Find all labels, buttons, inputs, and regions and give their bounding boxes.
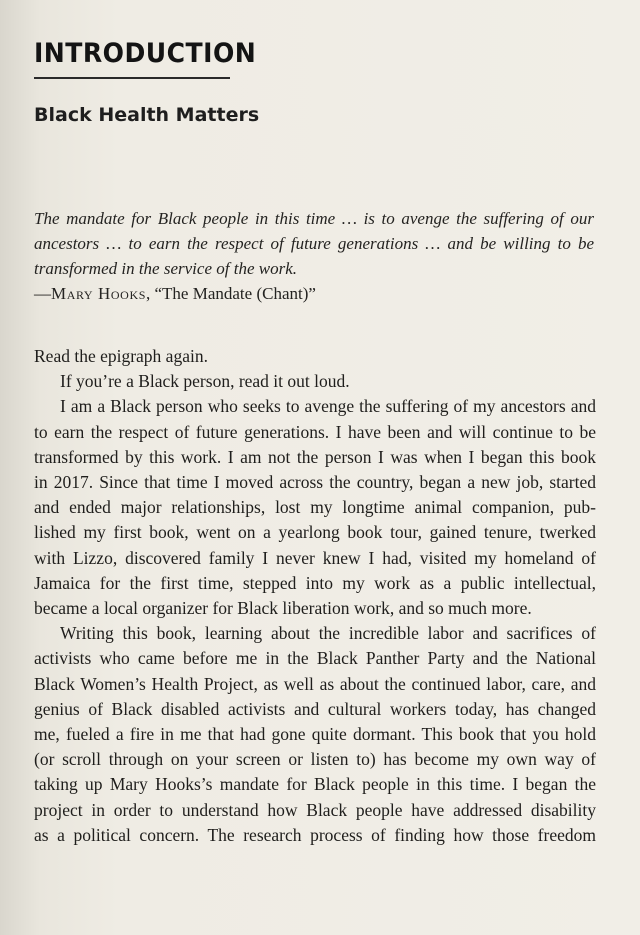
chapter-label: INTRODUCTION — [34, 38, 257, 69]
body-line: Read the epigraph again. — [34, 346, 208, 366]
body-line: Writing this book, learning about the incredible labor and sacrifices of — [60, 623, 596, 644]
body-line: Jamaica for the first time, stepped into my work as a public intellectual, — [34, 572, 596, 593]
body-line: project in order to understand how Black people have addressed disability — [34, 799, 596, 820]
body-line: transformed by this work. I am not the person I was when I began this book — [34, 446, 596, 467]
chapter-title: Black Health Matters — [34, 104, 260, 126]
epigraph-attribution — [34, 284, 316, 304]
body-line: genius of Black disabled activists and cultural workers today, has changed — [34, 698, 596, 719]
body-line: and ended major relationships, lost my longtime animal companion, pub- — [34, 497, 596, 518]
body-line: me, fueled a fire in me that had gone quite dormant. This book that you hold — [34, 724, 596, 745]
body-line: If you’re a Black person, read it out loud. — [60, 371, 350, 392]
epigraph — [34, 206, 594, 281]
epigraph-line: The mandate for Black people in this time … is to avenge the suffering of our — [34, 209, 594, 228]
attribution-name: Mary Hooks — [51, 284, 146, 303]
body-line: I am a Black person who seeks to avenge the suffering of my ancestors and — [60, 396, 596, 417]
epigraph-line: transformed in the service of the work. — [34, 259, 297, 278]
body-line: activists who came before me in the Black Panther Party and the National — [34, 648, 596, 669]
body-line: (or scroll through on your screen or listen to) has become my own way of — [34, 749, 596, 770]
body-line: with Lizzo, discovered family I never knew I had, visited my homeland of — [34, 547, 596, 568]
attribution-dash: — — [34, 284, 51, 303]
body-text — [34, 344, 596, 848]
body-line: in 2017. Since that time I moved across the country, began a new job, started — [34, 472, 596, 493]
chapter-rule — [34, 77, 230, 79]
body-line: lished my first book, went on a yearlong book tour, gained tenure, twerked — [34, 522, 596, 543]
body-line: to earn the respect of future generations. I have been and will continue to be — [34, 421, 596, 442]
body-line: became a local organizer for Black liberation work, and so much more. — [34, 598, 532, 619]
body-line: taking up Mary Hooks’s mandate for Black people in this time. I began the — [34, 774, 596, 795]
epigraph-line: ancestors … to earn the respect of future generations … and be willing to be — [34, 234, 594, 253]
body-line: as a political concern. The research process of finding how those freedom — [34, 824, 596, 845]
attribution-work: , “The Mandate (Chant)” — [146, 284, 316, 303]
body-line: Black Women’s Health Project, as well as about the continued labor, care, and — [34, 673, 596, 694]
